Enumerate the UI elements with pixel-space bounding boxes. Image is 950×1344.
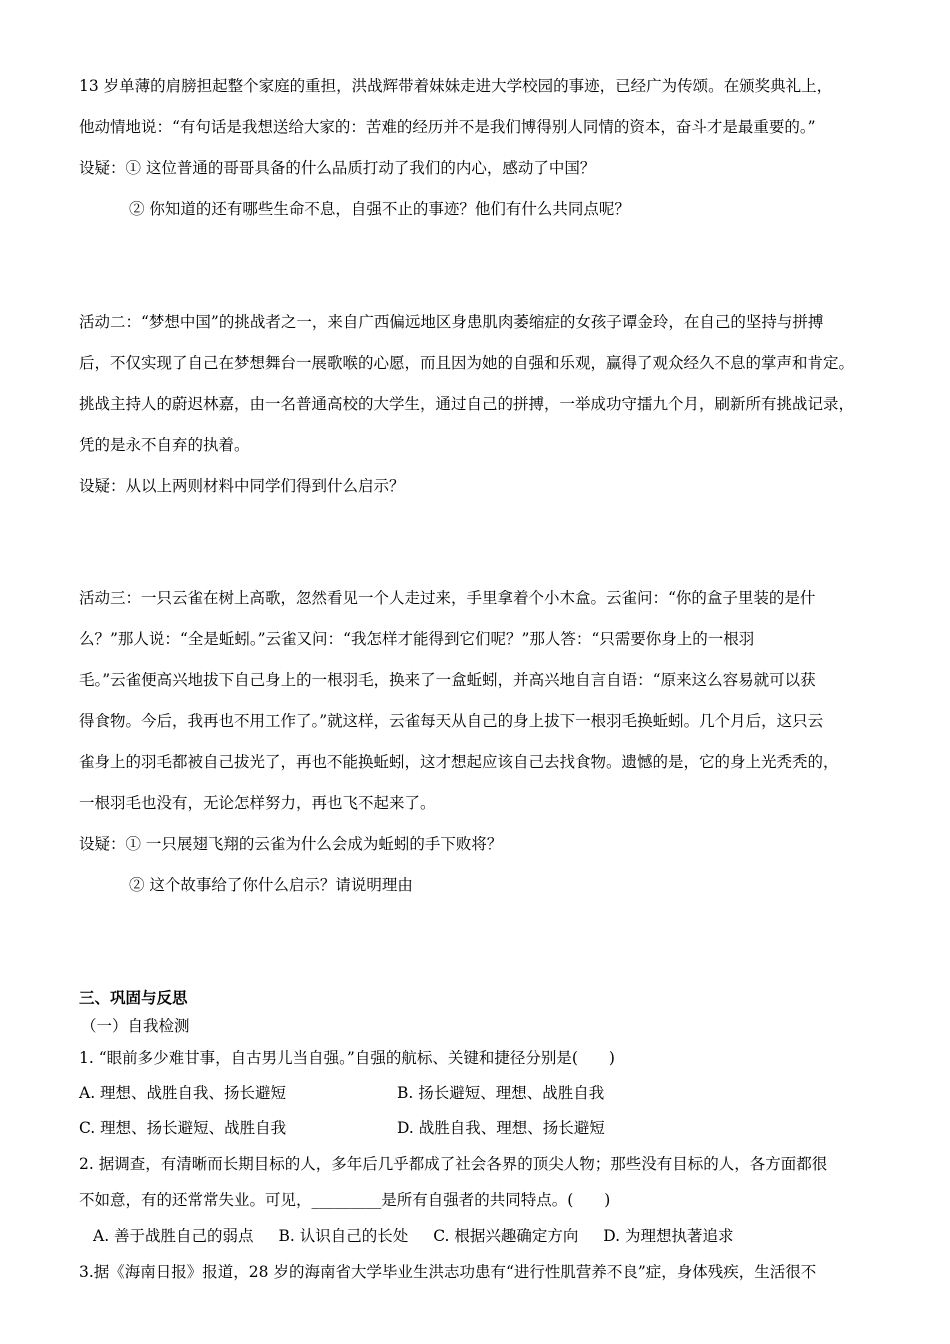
option-c: C. 理想、扬长避短、战胜自我: [79, 1119, 287, 1137]
question-3-stem: 3.据《海南日报》报道，28 岁的海南省大学毕业生洪志功患有“进行性肌营养不良”症，身体残疾，生活很不: [79, 1263, 817, 1281]
activity-three-line: 毛。”云雀便高兴地拔下自己身上的一根羽毛，换来了一盒蚯蚓，并高兴地自言自语：“原来这么容易就可以获: [79, 671, 816, 689]
subsection-heading: （一）自我检测: [81, 1017, 190, 1035]
activity-three-line: 得食物。今后，我再也不用工作了。”就这样，云雀每天从自己的身上拔下一根羽毛换蚯蚓。几个月后，这只云: [79, 712, 824, 730]
activity-three-line: 么？”那人说：“全是蚯蚓。”云雀又问：“我怎样才能得到它们呢？”那人答：“只需要你身上的一根羽: [79, 630, 755, 648]
question-1-stem: 1. “眼前多少难甘事，自古男儿当自强。”自强的航标、关键和捷径分别是( ): [79, 1049, 615, 1067]
question-1-options-row: [79, 1076, 915, 1111]
question-1-options-row: [79, 1111, 915, 1146]
option-d: D. 战胜自我、理想、扬长避短: [397, 1119, 605, 1137]
option-d: D. 为理想执著追求: [603, 1227, 734, 1245]
option-a: A. 理想、战胜自我、扬长避短: [79, 1084, 287, 1102]
question-2-stem: 不如意，有的还常常失业。可见，_________是所有自强者的共同特点。( ): [79, 1191, 611, 1209]
activity-three-line: 活动三：一只云雀在树上高歌，忽然看见一个人走过来，手里拿着个小木盒。云雀问：“你的盒子里装的是什: [79, 589, 816, 607]
option-b: B. 扬长避短、理想、战胜自我: [397, 1084, 605, 1102]
option-c: C. 根据兴趣确定方向: [433, 1227, 579, 1245]
document-page: [79, 66, 915, 1290]
question-2-stem: 2. 据调查，有清晰而长期目标的人，多年后几乎都成了社会各界的顶尖人物；那些没有目标的人，各方面都很: [79, 1155, 828, 1173]
section-heading: 三、巩固与反思: [79, 988, 188, 1007]
activity-three: [79, 578, 915, 906]
question-prompt: 设疑：① 这位普通的哥哥具备的什么品质打动了我们的内心，感动了中国？: [79, 159, 596, 177]
option-b: B. 认识自己的长处: [278, 1227, 409, 1245]
option-a: A. 善于战胜自己的弱点: [93, 1227, 254, 1245]
activity-two-line: 挑战主持人的蔚迟林嘉，由一名普通高校的大学生，通过自己的拼搏，一举成功守擂九个月，刷新所有挑战记录，: [79, 395, 855, 413]
activity-two: [79, 302, 915, 507]
activity-three-line: 雀身上的羽毛都被自己拔光了，再也不能换蚯蚓，这才想起应该自己去找食物。遗憾的是，它的身上光秃秃的，: [79, 753, 839, 771]
question-prompt: ② 这个故事给了你什么启示？请说明理由: [129, 876, 413, 894]
question-2-options-row: [79, 1218, 915, 1254]
activity-two-line: 后，不仅实现了自己在梦想舞台一展歌喉的心愿，而且因为她的自强和乐观，赢得了观众经久不息的掌声和肯定。: [79, 354, 855, 372]
intro-paragraph: [79, 66, 915, 230]
question-prompt: 设疑：从以上两则材料中同学们得到什么启示？: [79, 477, 405, 495]
question-prompt: 设疑：① 一只展翅飞翔的云雀为什么会成为蚯蚓的手下败将？: [79, 835, 503, 853]
activity-two-line: 凭的是永不自弃的执着。: [79, 436, 250, 454]
question-prompt: ② 你知道的还有哪些生命不息，自强不止的事迹？他们有什么共同点呢？: [129, 200, 630, 218]
activity-two-line: 活动二：“梦想中国”的挑战者之一，来自广西偏远地区身患肌肉萎缩症的女孩子谭金玲，在自己的坚持与拼搏: [79, 313, 824, 331]
activity-three-line: 一根羽毛也没有，无论怎样努力，再也飞不起来了。: [79, 794, 436, 812]
section-three: [79, 984, 915, 1290]
intro-line: 他动情地说：“有句话是我想送给大家的：苦难的经历并不是我们博得别人同情的资本，奋斗才是最重要的。”: [79, 118, 816, 136]
intro-line: 13 岁单薄的肩膀担起整个家庭的重担，洪战辉带着妹妹走进大学校园的事迹，已经广为传颂。在颁奖典礼上，: [79, 77, 833, 95]
